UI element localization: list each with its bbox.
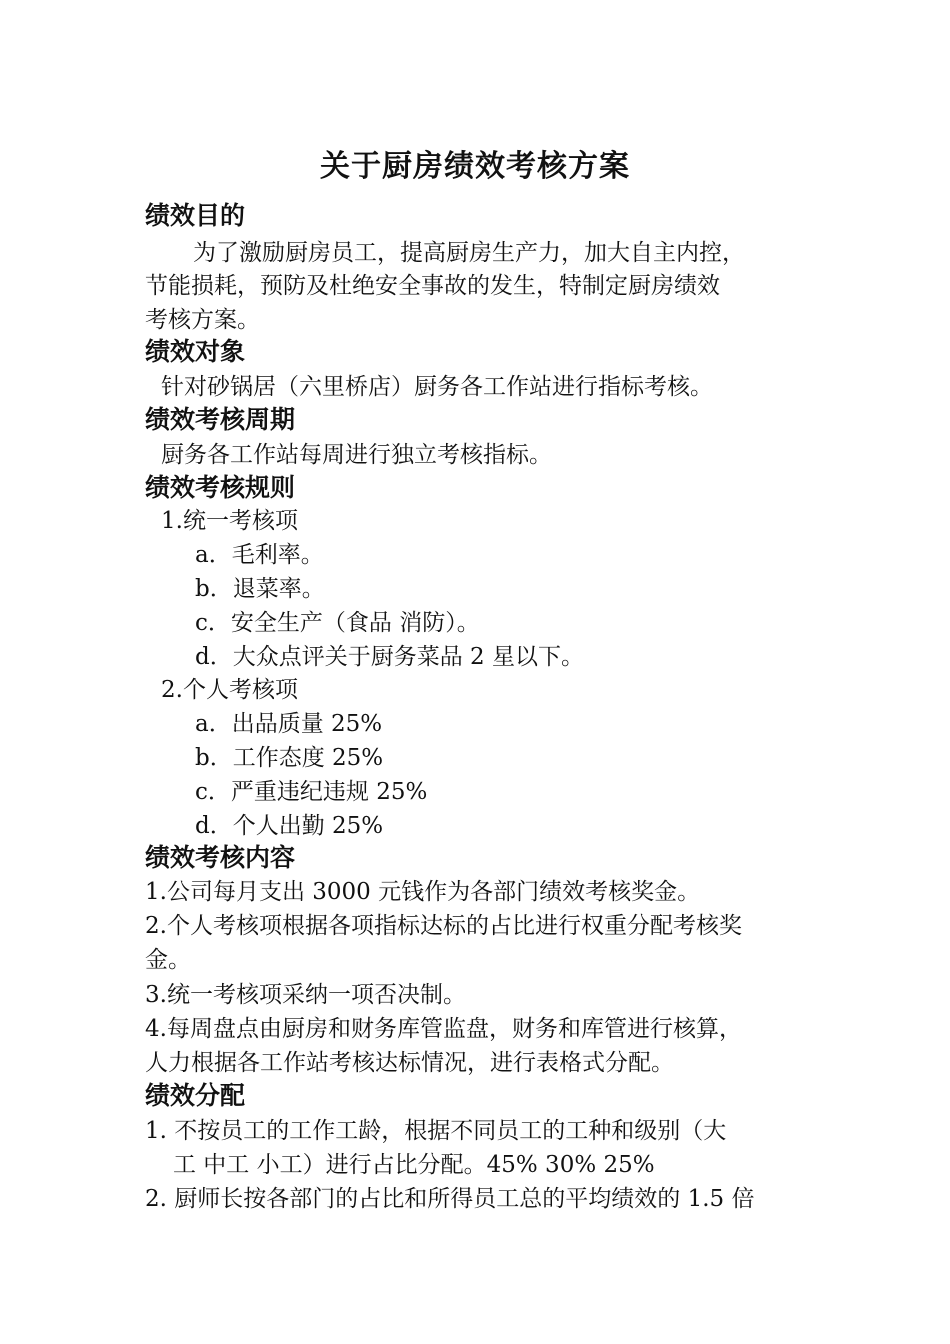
heading-period: 绩效考核周期 bbox=[145, 405, 296, 434]
content-line-5: 4.每周盘点由厨房和财务库管监盘，财务和库管进行核算， bbox=[145, 1016, 742, 1042]
content-line-4: 3.统一考核项采纳一项否决制。 bbox=[145, 982, 466, 1008]
content-line-6: 人力根据各工作站考核达标情况，进行表格式分配。 bbox=[145, 1050, 674, 1076]
heading-target: 绩效对象 bbox=[145, 337, 246, 366]
target-line-1: 针对砂锅居（六里桥店）厨务各工作站进行指标考核。 bbox=[161, 374, 713, 400]
rules-group2-item-a: a．出品质量 25% bbox=[195, 711, 383, 737]
purpose-line-2: 节能损耗，预防及杜绝安全事故的发生，特制定厨房绩效 bbox=[145, 273, 720, 299]
heading-purpose: 绩效目的 bbox=[145, 201, 246, 230]
content-line-3: 金。 bbox=[145, 947, 191, 973]
distribution-line-3: 2. 厨师长按各部门的占比和所得员工总的平均绩效的 1.5 倍 bbox=[145, 1186, 755, 1212]
document-title: 关于厨房绩效考核方案 bbox=[320, 149, 630, 184]
rules-group1-item-b: b．退菜率。 bbox=[195, 576, 325, 602]
period-line-1: 厨务各工作站每周进行独立考核指标。 bbox=[161, 442, 552, 468]
heading-distribution: 绩效分配 bbox=[145, 1081, 246, 1110]
heading-rules: 绩效考核规则 bbox=[145, 473, 296, 502]
purpose-line-3: 考核方案。 bbox=[145, 307, 260, 333]
rules-group1-item-a: a．毛利率。 bbox=[195, 542, 324, 568]
rules-group2-item-b: b．工作态度 25% bbox=[195, 745, 384, 771]
rules-group1-item-c: c．安全生产（食品 消防）。 bbox=[195, 610, 480, 636]
distribution-line-2: 工 中工 小工）进行占比分配。45% 30% 25% bbox=[173, 1152, 655, 1178]
content-line-2: 2.个人考核项根据各项指标达标的占比进行权重分配考核奖 bbox=[145, 913, 742, 939]
heading-content: 绩效考核内容 bbox=[145, 843, 296, 872]
rules-group2-item-d: d．个人出勤 25% bbox=[195, 813, 384, 839]
distribution-line-1: 1. 不按员工的工作工龄，根据不同员工的工种和级别（大 bbox=[145, 1118, 727, 1144]
purpose-line-1: 为了激励厨房员工，提高厨房生产力，加大自主内控， bbox=[193, 240, 745, 266]
content-line-1: 1.公司每月支出 3000 元钱作为各部门绩效考核奖金。 bbox=[145, 879, 701, 905]
rules-group2-label: 2.个人考核项 bbox=[161, 677, 298, 703]
rules-group1-item-d: d．大众点评关于厨务菜品 2 星以下。 bbox=[195, 644, 584, 670]
rules-group2-item-c: c．严重违纪违规 25% bbox=[195, 779, 428, 805]
rules-group1-label: 1.统一考核项 bbox=[161, 508, 298, 534]
